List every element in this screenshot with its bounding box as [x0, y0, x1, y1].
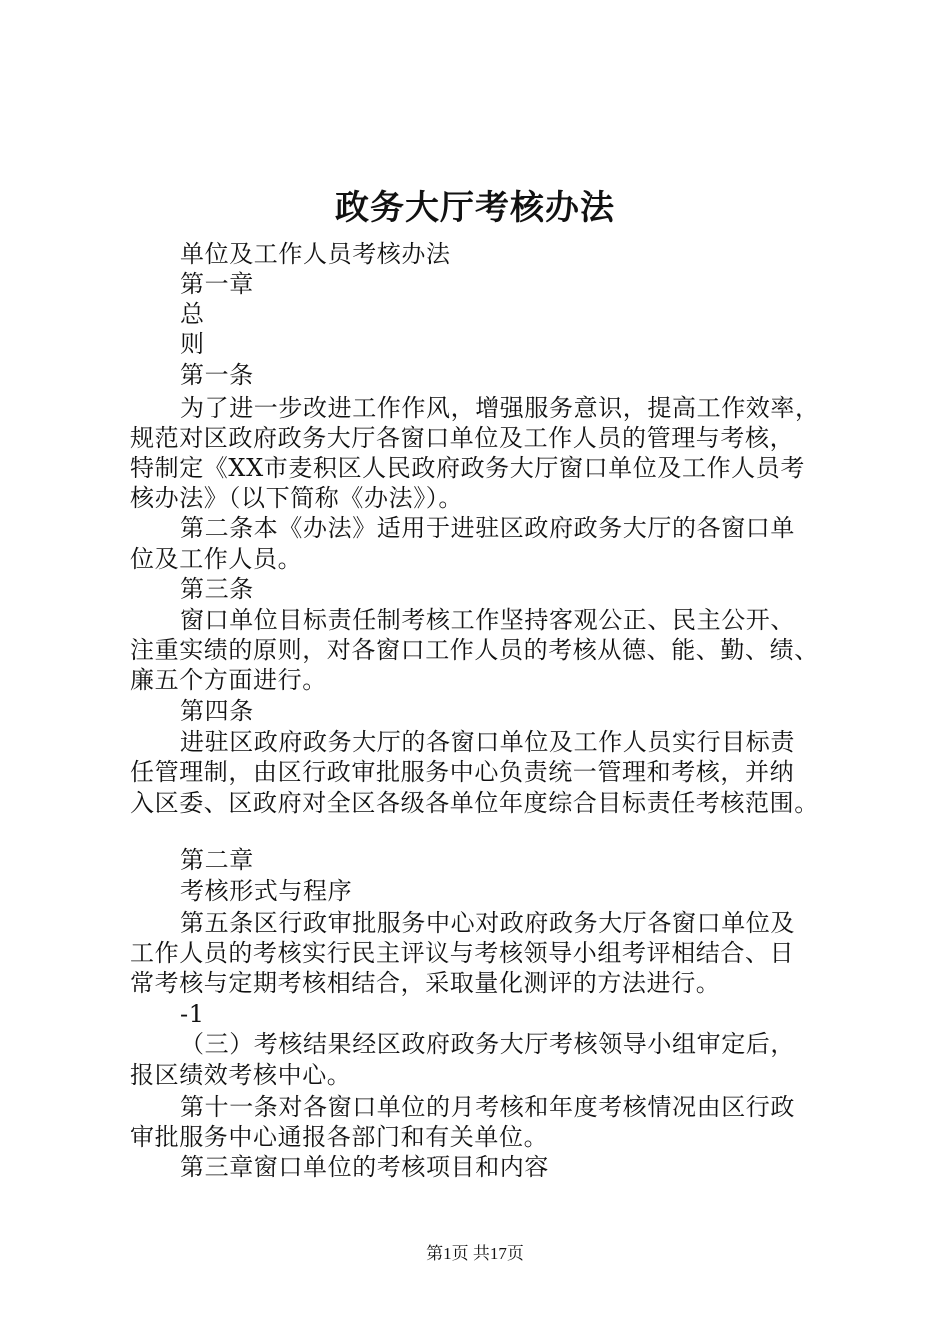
- paragraph-line: 工作人员的考核实行民主评议与考核领导小组考评相结合、日: [130, 939, 795, 967]
- paragraph-line: 审批服务中心通报各部门和有关单位。: [130, 1123, 549, 1151]
- paragraph-line: 入区委、区政府对全区各级各单位年度综合目标责任考核范围。: [130, 789, 819, 817]
- paragraph-line: 第五条区行政审批服务中心对政府政务大厅各窗口单位及: [180, 909, 795, 937]
- article-heading: 第一条: [180, 361, 254, 389]
- paragraph-line: 核办法》（以下简称《办法》）。: [130, 484, 463, 512]
- chapter-title: 考核形式与程序: [180, 877, 353, 905]
- chapter-heading: 第二章: [180, 846, 254, 874]
- paragraph-line: 任管理制，由区行政审批服务中心负责统一管理和考核，并纳: [130, 758, 795, 786]
- chapter-title-char: 则: [180, 330, 205, 358]
- paragraph-line: 窗口单位目标责任制考核工作坚持客观公正、民主公开、: [180, 606, 795, 634]
- chapter-heading: 第一章: [180, 270, 254, 298]
- page-marker: -1: [180, 1000, 205, 1028]
- paragraph-line: 注重实绩的原则，对各窗口工作人员的考核从德、能、勤、绩、: [130, 636, 819, 664]
- paragraph-line: 进驻区政府政务大厅的各窗口单位及工作人员实行目标责: [180, 728, 795, 756]
- subtitle: 单位及工作人员考核办法: [180, 240, 451, 268]
- paragraph-line: 为了进一步改进工作作风，增强服务意识，提高工作效率，: [180, 394, 820, 422]
- paragraph-line: 位及工作人员。: [130, 545, 303, 573]
- chapter-title-char: 总: [180, 300, 205, 328]
- paragraph-line: （三）考核结果经区政府政务大厅考核领导小组审定后，: [180, 1030, 795, 1058]
- chapter-heading: 第三章窗口单位的考核项目和内容: [180, 1153, 549, 1181]
- paragraph-line: 报区绩效考核中心。: [130, 1061, 352, 1089]
- article-heading: 第四条: [180, 697, 254, 725]
- paragraph-line: 常考核与定期考核相结合，采取量化测评的方法进行。: [130, 969, 721, 997]
- page-footer: 第1页 共17页: [426, 1244, 524, 1263]
- document-title: 政务大厅考核办法: [335, 188, 615, 228]
- article-heading: 第三条: [180, 575, 254, 603]
- paragraph-line: 第十一条对各窗口单位的月考核和年度考核情况由区行政: [180, 1093, 795, 1121]
- paragraph-line: 规范对区政府政务大厅各窗口单位及工作人员的管理与考核，: [130, 424, 795, 452]
- paragraph-line: 第二条本《办法》适用于进驻区政府政务大厅的各窗口单: [180, 514, 795, 542]
- paragraph-line: 廉五个方面进行。: [130, 666, 327, 694]
- paragraph-line: 特制定《XX市麦积区人民政府政务大厅窗口单位及工作人员考: [130, 454, 805, 482]
